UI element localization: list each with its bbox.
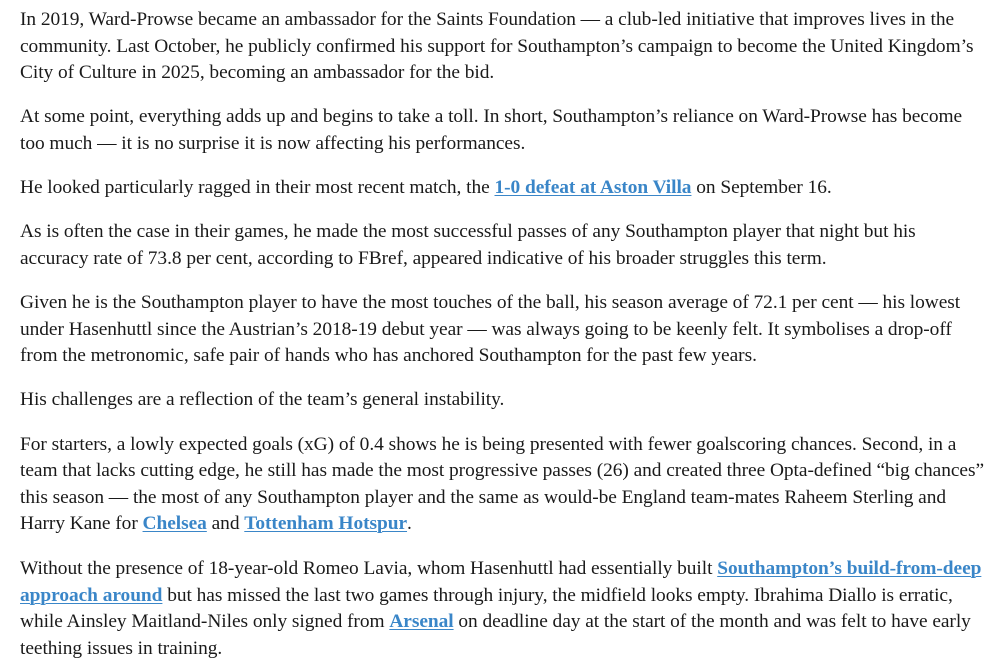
paragraph-text: Given he is the Southampton player to have the most touches of the ball, his season average of 72.1 per cent — his lowest under Hasenhuttl since the Austrian’s 2018-19 debut year — was always going to be keenly felt. It symbolises a drop-off from the metronomic, safe pair of hands who has anchored Southampton for the past few years.: [20, 292, 961, 367]
link-aston-villa-defeat[interactable]: 1-0 defeat at Aston Villa: [494, 177, 692, 199]
paragraph-text: As is often the case in their games, he made the most successful passes of any Southampton player that night but his accuracy rate of 73.8 per cent, according to FBref, appeared indicative of his broader struggles this term.: [20, 221, 916, 269]
paragraph-text: on deadline day at the start of the month and was felt to have early teething issues in training.: [20, 611, 971, 659]
link-chelsea[interactable]: Chelsea: [142, 513, 207, 535]
paragraph-text: on September 16.: [691, 177, 832, 199]
paragraph-expected-goals: [20, 432, 988, 538]
paragraph-passing-accuracy: [20, 219, 988, 272]
paragraph-season-average: [20, 290, 988, 370]
paragraph-toll: [20, 104, 988, 157]
link-arsenal[interactable]: Arsenal: [389, 611, 454, 633]
paragraph-text: His challenges are a reflection of the team’s general instability.: [20, 389, 505, 411]
paragraph-text: He looked particularly ragged in their most recent match, the: [20, 177, 495, 199]
link-tottenham-hotspur[interactable]: Tottenham Hotspur: [244, 513, 408, 535]
paragraph-instability: [20, 387, 988, 414]
paragraph-saints-foundation: [20, 7, 988, 87]
paragraph-text: but has missed the last two games through injury, the midfield looks empty. Ibrahima Diallo is erratic, while Ainsley Maitland-Niles only signed from: [20, 584, 953, 633]
paragraph-text: In 2019, Ward-Prowse became an ambassador for the Saints Foundation — a club-led initiative that improves lives in the community. Last October, he publicly confirmed his support for Southampton’s campaign to become the United Kingdom’s City of Culture in 2025, becoming an ambassador for the bid.: [20, 9, 974, 83]
paragraph-text: .: [407, 513, 412, 535]
paragraph-text: and: [206, 513, 245, 535]
paragraph-romeo-lavia: [20, 556, 988, 662]
link-build-from-deep[interactable]: Southampton’s build-from-deep approach around: [20, 558, 982, 606]
paragraph-text: For starters, a lowly expected goals (xG) of 0.4 shows he is being presented with fewer goalscoring chances. Second, in a team that lacks cutting edge, he still has made the most progressive passes (26) and created three Opta-defined “big chances” this season — the most of any Southampton player and the same as would-be England team-mates Raheem Sterling and Harry Kane for: [20, 433, 985, 535]
paragraph-text: Without the presence of 18-year-old Romeo Lavia, whom Hasenhuttl had essentially built: [20, 558, 718, 580]
paragraph-text: At some point, everything adds up and begins to take a toll. In short, Southampton’s reliance on Ward-Prowse has become too much — it is no surprise it is now affecting his performances.: [20, 106, 963, 154]
paragraph-aston-villa: [20, 175, 988, 202]
